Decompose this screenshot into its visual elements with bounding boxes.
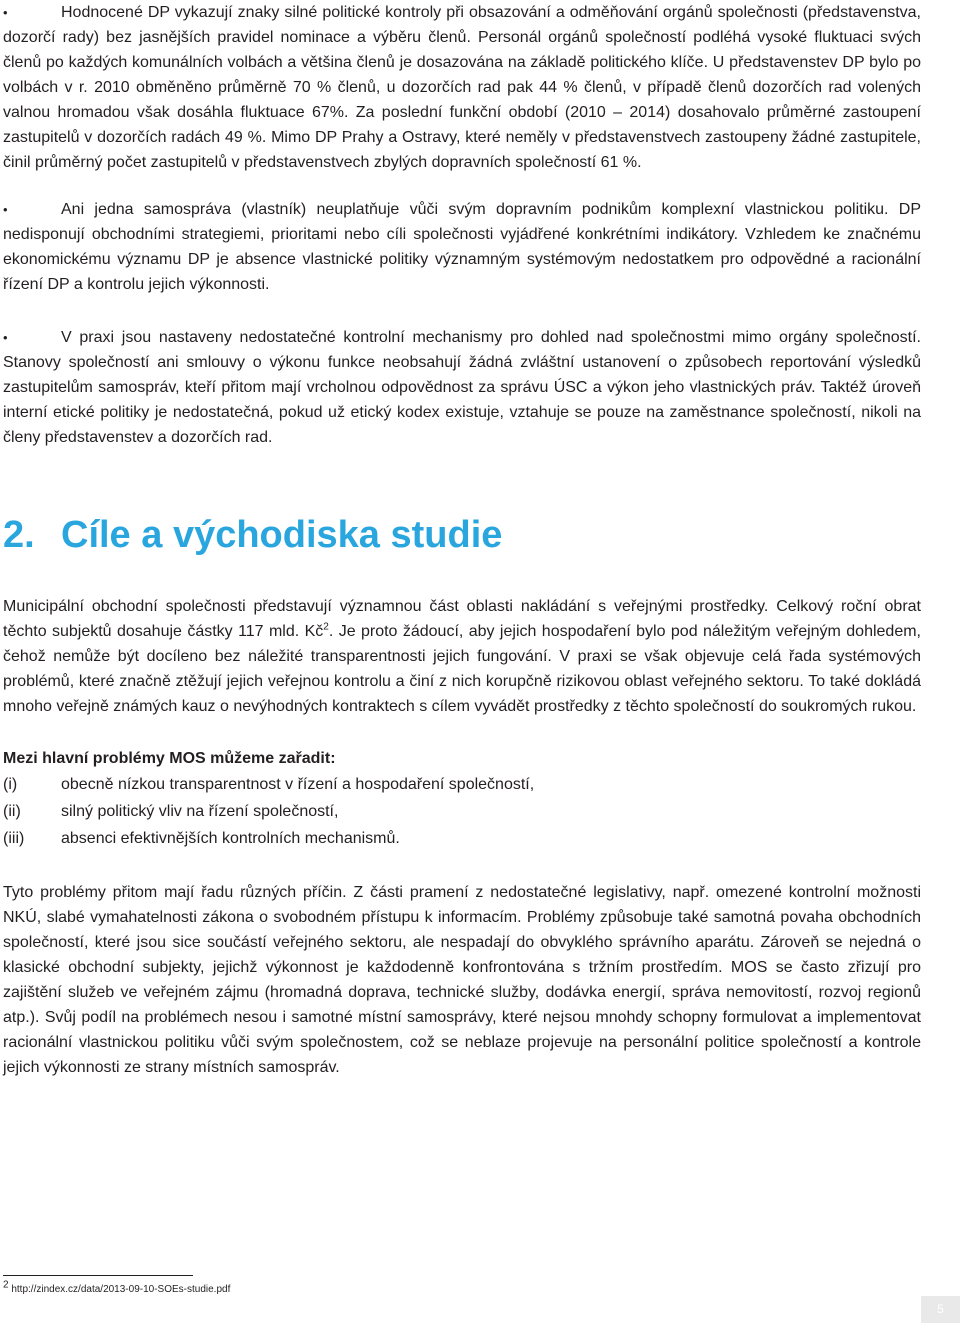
footnote-link[interactable]: http://zindex.cz/data/2013-09-10-SOEs-studie.pdf xyxy=(11,1284,231,1295)
page-content xyxy=(3,0,921,1080)
footnote-marker: 2 xyxy=(3,1279,9,1291)
page-number-badge xyxy=(921,1296,960,1323)
problems-heading: Mezi hlavní problémy MOS můžeme zařadit: xyxy=(3,750,336,767)
footnote-divider xyxy=(3,1275,193,1276)
section-title: Cíle a východiska studie xyxy=(61,514,503,556)
bullet-item-1 xyxy=(3,0,921,175)
bullet-text: V praxi jsou nastaveny nedostatečné kontrolní mechanismy pro dohled nad společnostmi mimo orgány společností. Stanovy společností ani smlouvy o výkonu funkce neobsahují žádná zvláštní ustanovení o způsobech reportování výsledků zastupitelům samospráv, kteří přitom mají vrcholnou odpovědnost za správu ÚSC a výkon jeho vlastnických práv. Taktéž úroveň interní etické politiky je nedostatečná, pokud už etický kodex existuje, vztahuje se pouze na zaměstnance společností, nikoli na členy představenstev a dozorčích rad. xyxy=(3,329,921,446)
list-item-text: obecně nízkou transparentnost v řízení a hospodaření společností, xyxy=(61,776,535,793)
list-marker: (iii) xyxy=(3,830,25,847)
list-item-text: absenci efektivnějších kontrolních mechanismů. xyxy=(61,830,400,847)
list-marker: (i) xyxy=(3,776,18,793)
list-marker: (ii) xyxy=(3,803,21,820)
bullet-item-2 xyxy=(3,197,921,297)
list-item xyxy=(3,798,921,825)
footnote-reference: 2 xyxy=(323,621,329,633)
bullet-text: Ani jedna samospráva (vlastník) neuplatňuje vůči svým dopravním podnikům komplexní vlastnickou politiku. DP nedisponují obchodními strategiemi, prioritami nebo cíli společnosti vyjádřené konkrétními indikátory. Vzhledem ke značnému ekonomickému významu DP je absence vlastnické politiky významným systémovým nedostatkem pro odpovědné a racionální řízení DP a kontrolu jejich výkonnosti. xyxy=(3,201,921,293)
bullet-icon: • xyxy=(3,202,8,217)
list-item-text: silný politický vliv na řízení společností, xyxy=(61,803,339,820)
section-heading xyxy=(3,513,921,557)
problems-list xyxy=(3,771,921,852)
list-item xyxy=(3,825,921,852)
section-number: 2. xyxy=(3,514,35,556)
causes-paragraph: Tyto problémy přitom mají řadu různých příčin. Z části pramení z nedostatečné legislativy, např. omezené kontrolní možnosti NKÚ, slabé vymahatelnosti zákona o svobodném přístupu k informacím. Problémy způsobuje také samotná povaha obchodních společností, které jsou sice součástí veřejného sektoru, ale nespadají do obvyklého správního aparátu. Zároveň se nejedná o klasické obchodní subjekty, jejichž výkonnost je každodenně konfrontována s tržním prostředím. MOS se často zřizují pro zajištění služeb ve veřejném zájmu (hromadná doprava, technické služby, dodávka energií, správa nemovitostí, rozvoj regionů atp.). Svůj podíl na problémech nesou i samotné místní samosprávy, které nejsou mnohdy schopny formulovat a implementovat racionální vlastnickou politiku vůči svým společnostem, což se neblaze projevuje na personální politice společností a kontrole jejich výkonnosti ze strany místních samospráv. xyxy=(3,884,921,1076)
list-item xyxy=(3,771,921,798)
page-number: 5 xyxy=(937,1302,944,1316)
footnote xyxy=(3,1279,231,1297)
bullet-icon: • xyxy=(3,330,8,345)
bullet-item-3 xyxy=(3,325,921,450)
intro-paragraph: Municipální obchodní společnosti představují významnou část oblasti nakládání s veřejnými prostředky. Celkový roční obrat těchto subjektů dosahuje částky 117 mld. $Kč^2$. Je proto žádoucí, aby jejich hospodaření bylo pod náležitým veřejným dohledem, čehož nemůže být docíleno bez náležité transparentnosti jejich fungování. V praxi se však objevuje celá řada systémových problémů, které značně ztěžují jejich veřejnou kontrolu a činí z nich korupčně rizikovou oblast veřejného sektoru. To také dokládá mnoho veřejně známých kauz o nevýhodných kontraktech s cílem vyvádět prostředky z těchto společností do soukromých rukou. xyxy=(3,598,922,715)
bullet-icon: • xyxy=(3,5,8,20)
bullet-text: Hodnocené DP vykazují znaky silné politické kontroly při obsazování a odměňování orgánů společnosti (představenstva, dozorčí rady) bez jasnějších pravidel nominace a výběru členů. Personál orgánů společností podléhá vysoké fluktuaci svých členů po každých komunálních volbách a většina členů je dosazována na základě politického klíče. U představenstev DP bylo po volbách v r. 2010 obměněno průměrně 70 % členů, u dozorčích rad pak 44 % členů, v případě členů dozorčích rad volených valnou hromadou však dosáhla fluktuace 67%. Za poslední funkční období (2010 – 2014) dosahovalo průměrné zastoupení zastupitelů v dozorčích radách 49 %. Mimo DP Prahy a Ostravy, které neměly v představenstvech zastoupeny žádné zastupitele, činil průměrný počet zastupitelů v představenstvech zbylých dopravních společností 61 %. xyxy=(3,4,921,171)
